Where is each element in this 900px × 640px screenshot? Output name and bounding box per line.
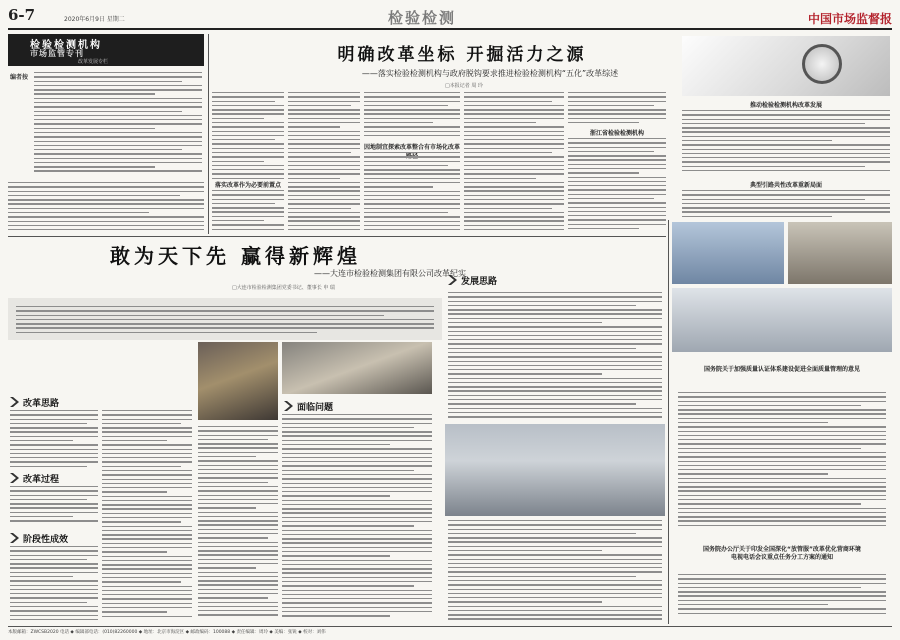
- main-headline: 敢为天下先 赢得新辉煌: [110, 244, 361, 268]
- top-article-col1: [212, 92, 284, 180]
- top-article-col6b: [682, 190, 890, 220]
- section-label: 发展思路: [461, 277, 498, 287]
- feature-column: [8, 34, 204, 176]
- section-problems: [284, 400, 333, 413]
- meeting-hall-photo: [672, 288, 892, 352]
- section-label: 面临问题: [297, 403, 334, 413]
- reform-thinking-text: [10, 410, 98, 470]
- editor-note-tag: 编者按: [10, 74, 29, 81]
- main-col4: [282, 414, 432, 622]
- policy-box-2-text: [678, 574, 886, 618]
- conference-photos: [672, 222, 892, 352]
- main-col2: [102, 410, 192, 622]
- signing-ceremony-photo: [672, 222, 784, 284]
- top-article-col4: [464, 92, 564, 234]
- award-photo: [788, 222, 892, 284]
- development-text-2: [448, 520, 662, 622]
- top-article-col2: [288, 92, 360, 234]
- chevron-icon: [10, 473, 20, 483]
- editor-note: [8, 68, 204, 176]
- top-headline: 明确改革坐标 开掘活力之源: [337, 45, 587, 65]
- newspaper-logo: 中国市场监督报: [807, 12, 892, 26]
- section-label: 改革过程: [23, 475, 60, 485]
- reform-process-text: [10, 486, 98, 526]
- policy-box-1-text: [678, 392, 886, 530]
- band-divider: [8, 236, 666, 237]
- page-number: 6-7: [8, 6, 36, 24]
- lab-glassware-photo: [682, 36, 890, 96]
- section-results: [10, 532, 68, 545]
- section-head-3: 浙江省检验检测机构: [589, 130, 644, 137]
- issue-date: 2020年6月9日 星期二: [64, 16, 125, 23]
- right-column-divider: [668, 220, 669, 624]
- equipment-testing-photo: [282, 342, 432, 394]
- editor-note-text: [34, 72, 202, 172]
- chevron-icon: [448, 275, 458, 285]
- section-label: 改革思路: [23, 399, 60, 409]
- top-article-col5b: [568, 138, 666, 234]
- section-head-4: 典型引路共性改革重新局面: [749, 182, 822, 189]
- policy-box-1: [672, 358, 892, 534]
- main-intro-box: [8, 298, 442, 340]
- page-footer: 本版邮箱：ZWCSB2020 电话 ◆ 编辑部电话：(010)82260000 ◆ 地址：北京市海淀区 ◆ 邮政编码：100088 ◆ 责任编辑：周玲 ◆ 美编：张锐 ◆ 校对：刘伟: [8, 626, 892, 636]
- top-article-col3b: [364, 152, 460, 234]
- magnifier-icon: [802, 44, 842, 84]
- photo-caption: 推动检验检测机构改革发展: [749, 102, 822, 109]
- main-col3: [198, 426, 278, 622]
- feature-body-text: [8, 182, 204, 234]
- policy-box-1-title: 国务院关于加强质量认证体系建设促进全面质量管理的意见: [703, 366, 860, 373]
- chevron-icon: [10, 533, 20, 543]
- results-text: [10, 546, 98, 622]
- feature-title-line2: 市场监管专刊: [30, 49, 84, 58]
- top-byline: □本报记者 周 玲: [445, 83, 483, 89]
- top-article-col6a: [682, 110, 890, 174]
- worker-inspection-photo: [198, 342, 278, 420]
- chevron-icon: [284, 401, 294, 411]
- section-development: [448, 274, 497, 287]
- top-article-col1b: [212, 190, 284, 234]
- feature-banner: [8, 34, 204, 66]
- section-reform-thinking: [10, 396, 59, 409]
- top-article-col5a: [568, 92, 666, 126]
- main-intro-text: [16, 306, 434, 336]
- policy-box-2-title: 国务院办公厅关于印发全国深化“放管服”改革优化营商环境电视电话会议重点任务分工方案的通知: [703, 546, 861, 561]
- section-reform-process: [10, 472, 59, 485]
- main-subheadline: ——大连市检验检测集团有限公司改革纪实: [314, 269, 466, 278]
- section-title: 检验检测: [388, 9, 457, 27]
- section-head-1: 落实改革作为必要前置点: [214, 182, 281, 189]
- chevron-icon: [10, 397, 20, 407]
- main-byline: □大连市检验检测集团党委书记、董事长 申 瑞: [232, 285, 335, 291]
- top-article-col3a: [364, 92, 460, 140]
- feature-subtitle: 改革发展专栏: [78, 59, 109, 65]
- laboratory-photo: [445, 424, 665, 516]
- development-text: [448, 292, 662, 420]
- section-head-2: 因地制宜探索改革整合有市场化改革: [364, 144, 461, 151]
- feature-title: 检验检测机构: [30, 40, 102, 51]
- section-label: 阶段性成效: [23, 535, 69, 545]
- top-subheadline: ——落实检验检测机构与政府脱钩要求推进检验检测机构“五化”改革综述: [361, 69, 619, 78]
- page-header: [8, 6, 892, 30]
- policy-box-2: [672, 540, 892, 622]
- column-divider: [208, 34, 209, 234]
